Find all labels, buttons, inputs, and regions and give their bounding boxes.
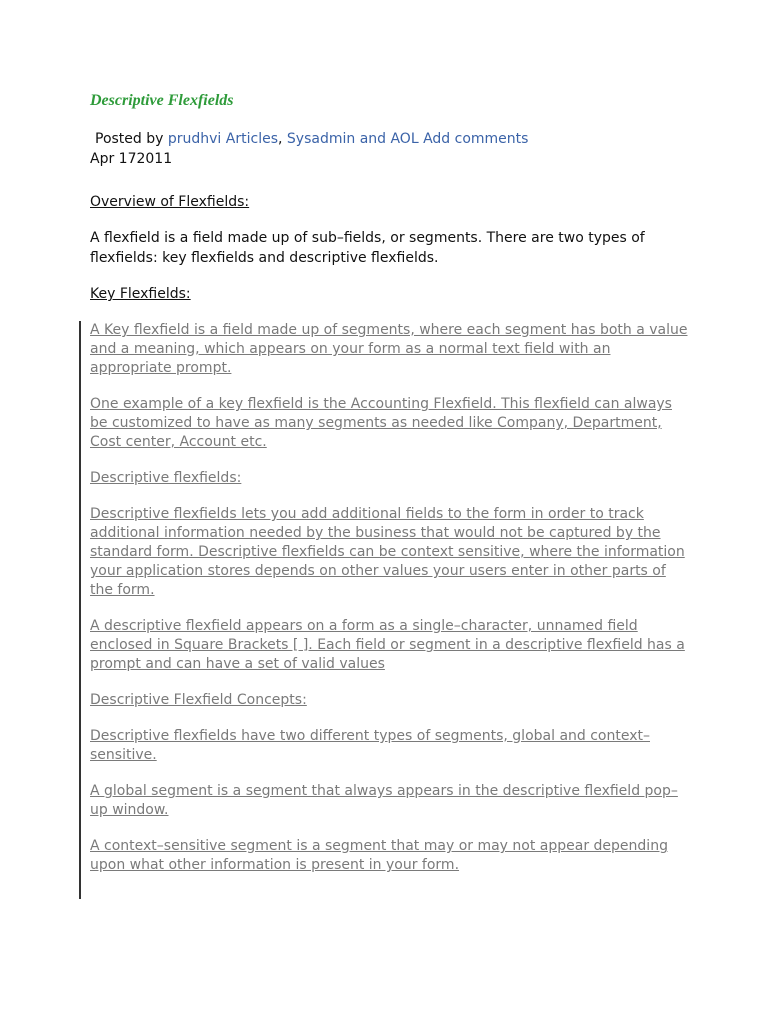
overview-heading: Overview of Flexfields:	[90, 194, 250, 210]
quote-bar	[79, 321, 81, 899]
quoted-paragraph: A Key flexfield is a field made up of segments, where each segment has both a value and a meaning, which appears on your form as a normal text field with an appropriate prompt.	[90, 322, 688, 376]
quoted-block	[90, 321, 690, 875]
add-comments-link[interactable]: Add comments	[423, 131, 529, 147]
post-container	[90, 90, 690, 892]
quoted-paragraph: One example of a key flexfield is the Accounting Flexfield. This flexfield can always be customized to have as many segments as needed like Company, Department, Cost center, Account etc.	[90, 396, 672, 450]
category-separator: ,	[278, 131, 287, 147]
concepts-subheading: Descriptive Flexfield Concepts:	[90, 692, 307, 708]
category-link-sysadmin[interactable]: Sysadmin and AOL	[286, 131, 419, 147]
category-link-articles[interactable]: Articles	[225, 131, 278, 147]
author-link[interactable]: prudhvi	[167, 131, 222, 147]
post-date: Apr 172011	[90, 151, 173, 167]
quoted-paragraph: A context–sensitive segment is a segment that may or may not appear depending upon what other information is present in your form.	[90, 838, 668, 873]
descriptive-flexfields-subheading: Descriptive flexfields:	[90, 470, 242, 486]
key-flexfields-heading: Key Flexfields:	[90, 286, 191, 302]
post-title: Descriptive Flexfields	[90, 92, 234, 109]
quoted-paragraph: A global segment is a segment that always appears in the descriptive flexfield pop–up window.	[90, 783, 678, 818]
post-meta	[90, 129, 690, 149]
overview-paragraph: A flexfield is a field made up of sub–fields, or segments. There are two types of flexfields: key flexfields and descriptive flexfields.	[90, 230, 645, 266]
quoted-paragraph: Descriptive flexfields have two different types of segments, global and context–sensitive.	[90, 728, 650, 763]
quoted-paragraph: A descriptive flexfield appears on a form as a single–character, unnamed field enclosed in Square Brackets [ ]. Each field or segment in a descriptive flexfield has a prompt and can have a set of valid values	[90, 618, 685, 672]
quoted-paragraph: Descriptive flexfields lets you add additional fields to the form in order to track additional information needed by the business that would not be captured by the standard form. Descriptive flexfields can be context sensitive, where the information your application stores depends on other values your users enter in other parts of the form.	[90, 506, 685, 598]
posted-by-label: Posted by	[95, 131, 164, 147]
